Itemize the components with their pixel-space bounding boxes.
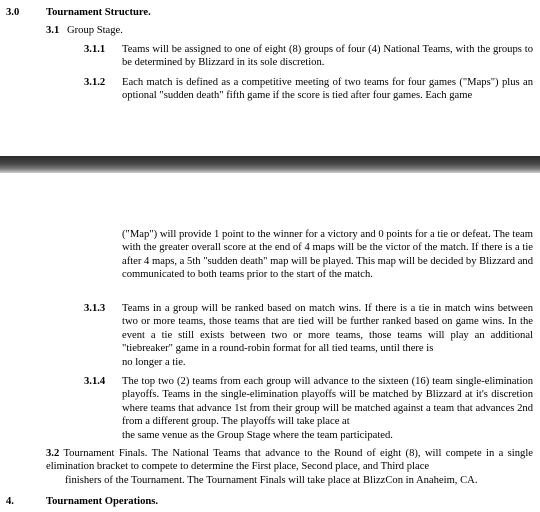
- subsection-block-3-2: [46, 447, 533, 487]
- section-number-4: 4.: [6, 496, 14, 507]
- clause-text-3-1-2-part2: ("Map") will provide 1 point to the winner for a victory and 0 points for a tie or defeat. The team with the greater overall score at the end of 4 maps will be the victor of the match. If there is a tie after 4 maps, a 5th "sudden death" map will be played. This map will be decided by Blizzard and communicated to both teams prior to the start of the match.: [122, 229, 533, 281]
- subsection-text-3-2: The National Teams that advance to the Round of eight (8), will compete in a single elimination bracket to compete to determine the First place, Second place, and Third place: [46, 448, 533, 473]
- section-number: 3.0: [6, 7, 20, 18]
- clause-block-3-1-3: [122, 302, 533, 369]
- clause-number-3-1-1: 3.1.1: [84, 44, 106, 55]
- clause-text-3-1-2-part1: Each match is defined as a competitive meeting of two teams for four games ("Maps") plus an optional "sudden death" fifth game if the score is tied after four games. Each game: [122, 77, 533, 102]
- clause-text-3-1-4-tail: the same venue as the Group Stage where the team participated.: [122, 429, 393, 441]
- page-break-separator: [0, 156, 540, 173]
- clause-number-3-1-2: 3.1.2: [84, 77, 106, 88]
- section-title-4: Tournament Operations.: [46, 496, 159, 507]
- subsection-text-3-2-tail: finishers of the Tournament. The Tournament Finals will take place at BlizzCon in Anaheim, CA.: [65, 474, 478, 486]
- clause-text-3-1-1: Teams will be assigned to one of eight (8) groups of four (4) National Teams, with the groups to be determined by Blizzard in its sole discretion.: [122, 44, 533, 69]
- subsection-title-3-2: Tournament Finals.: [63, 448, 148, 459]
- subsection-title: Group Stage.: [67, 25, 123, 36]
- clause-number-3-1-3: 3.1.3: [84, 303, 106, 314]
- clause-number-3-1-4: 3.1.4: [84, 376, 106, 387]
- clause-text-3-1-3-tail: no longer a tie.: [122, 356, 186, 368]
- clause-text-3-1-4: The top two (2) teams from each group will advance to the sixteen (16) team single-elimination playoffs. Teams in the single-elimination playoffs will be matched by Blizzard at it's discretion where teams that advance 1st from their group will be matched against a team that advances 2nd from a different group. The playoffs will take place at: [122, 376, 533, 428]
- clause-text-3-1-3: Teams in a group will be ranked based on match wins. If there is a tie in match wins between two or more teams, those teams that are tied will be further ranked based on game wins. In the event a tie still exists between two or more teams, those teams will play an additional "tiebreaker" game in a round-robin format for all tied teams, until there is: [122, 303, 533, 355]
- section-title: Tournament Structure.: [46, 7, 151, 18]
- subsection-number-3-2: 3.2: [46, 448, 60, 459]
- clause-block-3-1-4: [122, 375, 533, 442]
- subsection-number: 3.1: [46, 25, 60, 36]
